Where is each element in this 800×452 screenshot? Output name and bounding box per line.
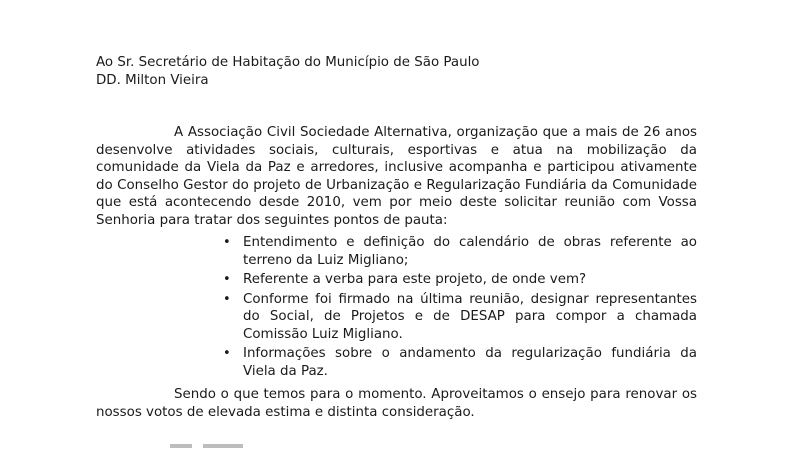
agenda-list [96, 234, 697, 380]
agenda-item: • Entendimento e definição do calendário de obras referente ao terreno da Luiz Migliano; [219, 234, 697, 269]
cut-off-word [170, 444, 192, 448]
letter-page [96, 0, 697, 421]
agenda-item: • Referente a verba para este projeto, de onde vem? [219, 271, 697, 289]
addressee-title: Ao Sr. Secretário de Habitação do Município de São Paulo [96, 55, 480, 70]
addressee-block [96, 54, 697, 89]
intro-paragraph: A Associação Civil Sociedade Alternativa, organização que a mais de 26 anos desenvolve atividades sociais, culturais, esportivas e atua na mobilização da comunidade da Viela da Paz e arredores, inclusive acompanha e participou ativamente do Conselho Gestor do projeto de Urbanização e Regularização Fundiária da Comunidade que está acontecendo desde 2010, vem por meio deste solicitar reunião com Vossa Senhoria para tratar dos seguintes pontos de pauta: [96, 125, 697, 228]
cut-off-word [203, 444, 243, 448]
cut-off-next-line [170, 444, 290, 452]
agenda-item: • Informações sobre o andamento da regularização fundiária da Viela da Paz. [219, 345, 697, 380]
addressee-name: DD. Milton Vieira [96, 72, 209, 88]
closing-paragraph: Sendo o que temos para o momento. Aproveitamos o ensejo para renovar os nossos votos de elevada estima e distinta consideração. [96, 387, 697, 420]
agenda-item: • Conforme foi firmado na última reunião, designar representantes do Social, de Projetos e de DESAP para compor a chamada Comissão Luiz Migliano. [219, 291, 697, 344]
